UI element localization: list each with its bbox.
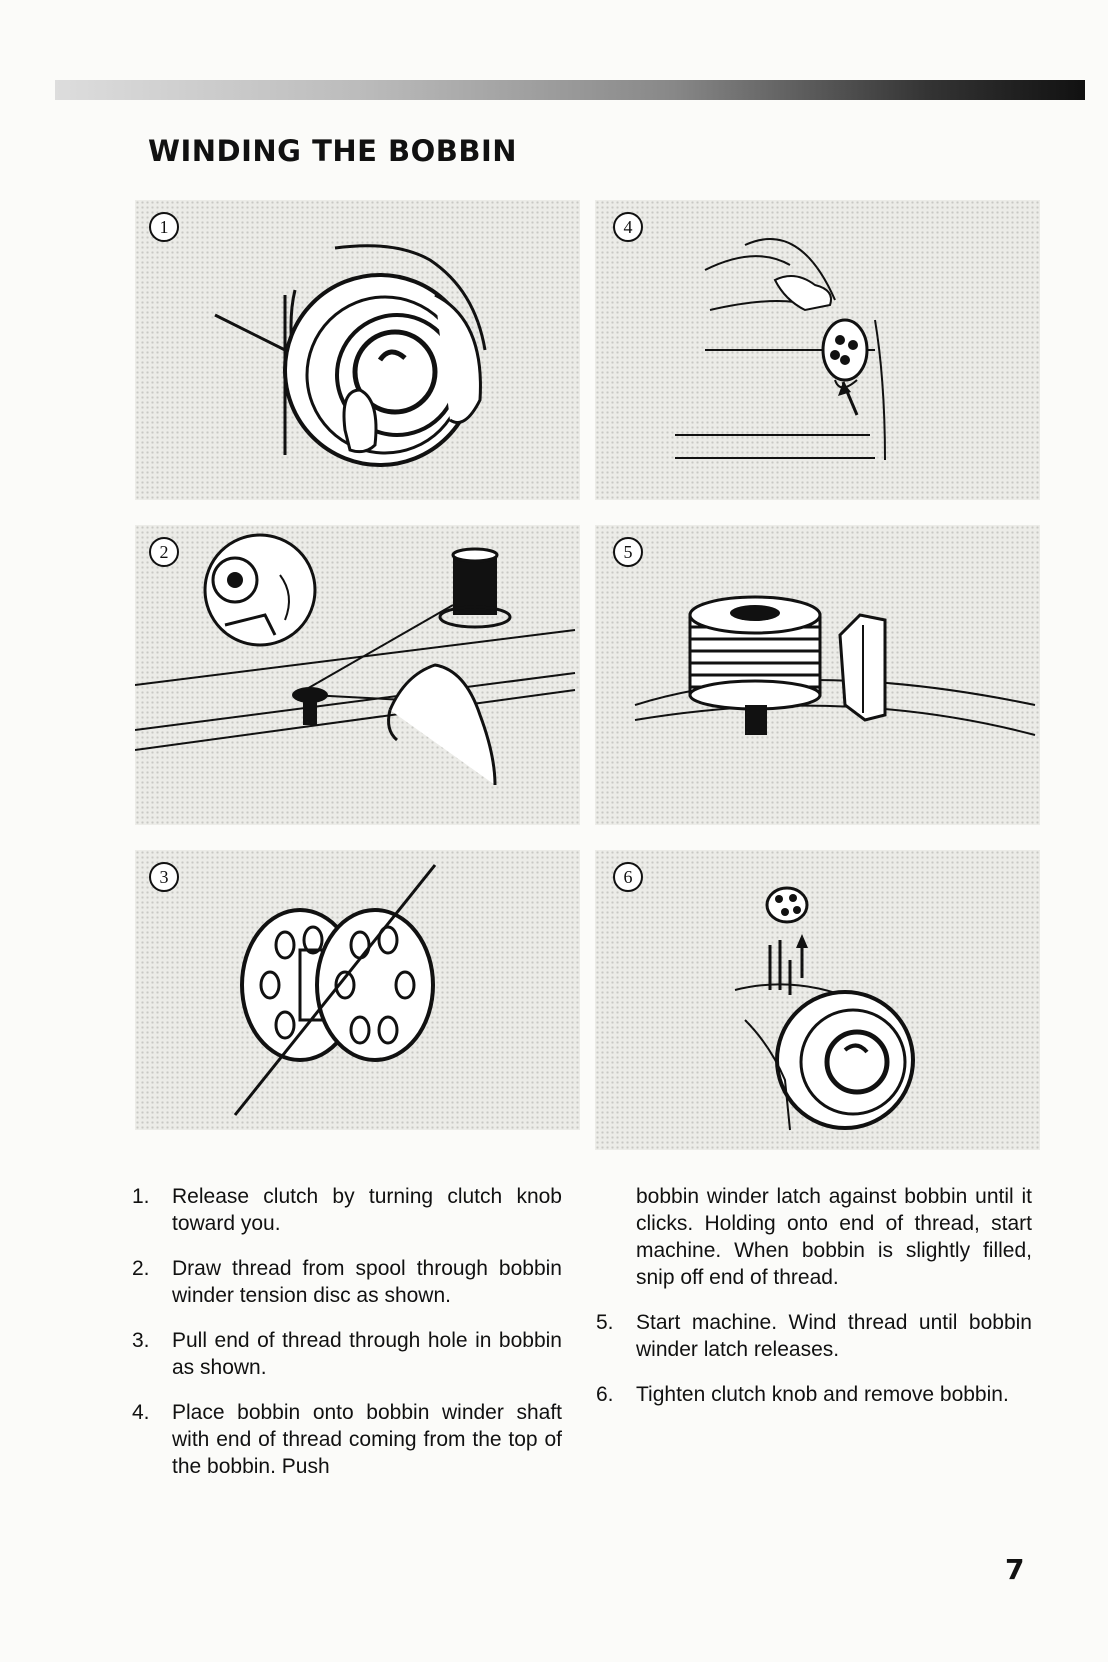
clutch-knob-illustration [135, 200, 580, 500]
figure-4-number: 4 [613, 212, 643, 242]
thread-path-illustration [135, 525, 580, 825]
figure-1-number: 1 [149, 212, 179, 242]
figure-1-clutch-knob [135, 200, 580, 500]
top-scan-band [55, 80, 1085, 100]
instruction-step-1: 1. Release clutch by turning clutch knob toward you. [132, 1185, 562, 1235]
figure-5-winding [595, 525, 1040, 825]
figure-6-number: 6 [613, 862, 643, 892]
bobbin-removal-illustration [595, 850, 1040, 1150]
instruction-step-6: 6. Tighten clutch knob and remove bobbin. [596, 1383, 1009, 1406]
instruction-step-5: 5. Start machine. Wind thread until bobbin winder latch releases. [596, 1311, 1032, 1361]
instructions-right-column [596, 1183, 1032, 1426]
bobbin-placement-illustration [595, 200, 1040, 500]
instruction-step-4: 4. Place bobbin onto bobbin winder shaft with end of thread coming from the top of the bobbin. Push [132, 1401, 562, 1478]
figure-3-number: 3 [149, 862, 179, 892]
bobbin-illustration [135, 850, 580, 1130]
figure-3-bobbin-thread [135, 850, 580, 1130]
figure-4-place-bobbin [595, 200, 1040, 500]
figure-2-thread-tension [135, 525, 580, 825]
winding-illustration [595, 525, 1040, 825]
figure-2-number: 2 [149, 537, 179, 567]
instructions-left-column [132, 1183, 562, 1498]
page-number: 7 [1005, 1553, 1025, 1586]
instruction-step-4-continued: bobbin winder latch against bobbin until it clicks. Holding onto end of thread, start machine. When bobbin is slightly filled, snip off end of thread. [636, 1185, 1032, 1289]
instruction-step-3: 3. Pull end of thread through hole in bobbin as shown. [132, 1329, 562, 1379]
page-title: WINDING THE BOBBIN [148, 134, 518, 168]
figure-5-number: 5 [613, 537, 643, 567]
instruction-step-2: 2. Draw thread from spool through bobbin winder tension disc as shown. [132, 1257, 562, 1307]
figure-6-remove-bobbin [595, 850, 1040, 1150]
